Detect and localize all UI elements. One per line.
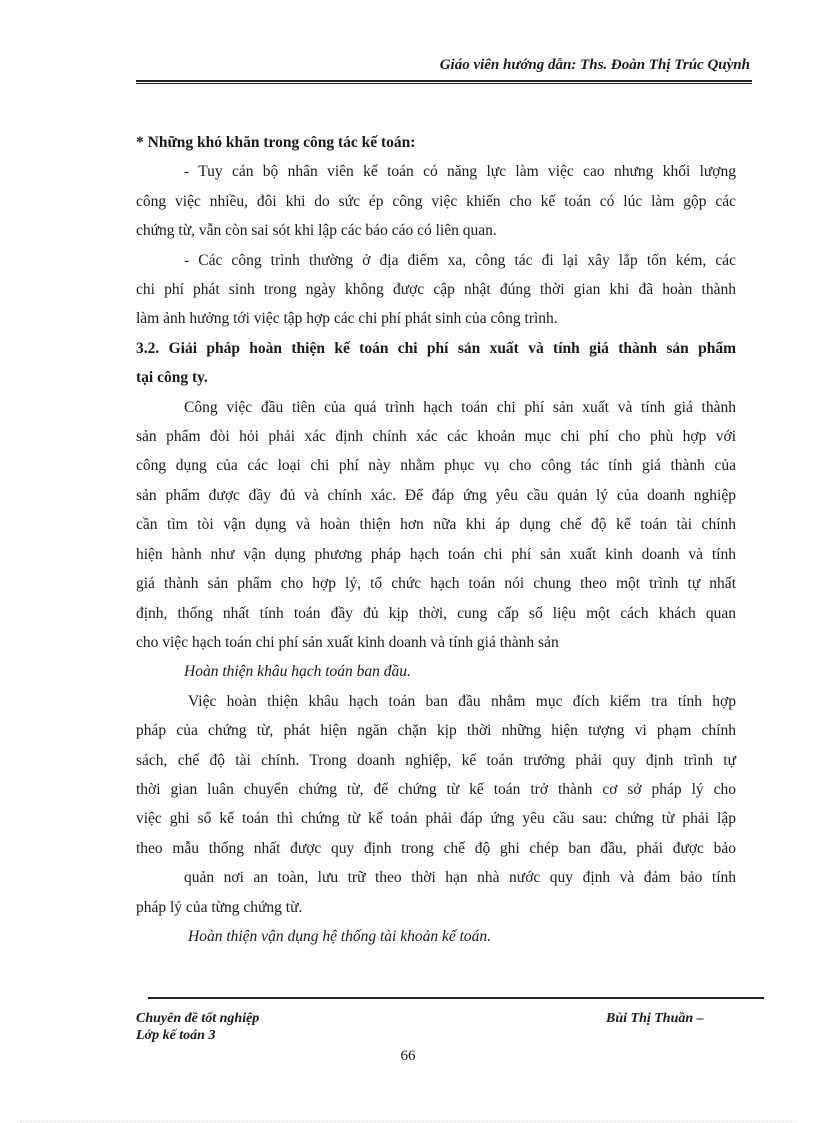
subheading-initial-accounting: Hoàn thiện khâu hạch toán ban đầu. (184, 663, 411, 681)
paragraph-line: - Các công trình thường ở địa điểm xa, công tác đi lại xây lắp tốn kém, các (184, 251, 736, 269)
paragraph-line: chứng từ, vẫn còn sai sót khi lập các báo cáo có liên quan. (136, 222, 497, 240)
section-heading-cont: tại công ty. (136, 369, 208, 387)
paragraph-line: làm ảnh hưởng tới việc tập hợp các chi phí phát sinh của công trình. (136, 310, 558, 328)
paragraph-line: sản phẩm đòi hỏi phải xác định chính xác các khoản mục chi phí cho phù hợp với (136, 428, 736, 446)
paragraph-line: - Tuy cán bộ nhân viên kế toán có năng lực làm việc cao nhưng khối lượng (184, 163, 736, 181)
footer-class-label: Lớp kế toán 3 (136, 1028, 216, 1043)
page-number: 66 (400, 1048, 416, 1064)
heading-difficulties: * Những khó khăn trong công tác kế toán: (136, 134, 416, 151)
paragraph-line: việc ghi sổ kế toán thì chứng từ kế toán phải đáp ứng yêu cầu sau: chứng từ phải lập (136, 810, 736, 828)
paragraph-line: công dụng của các loại chi phí này nhằm phục vụ cho công tác tính giá thành của (136, 457, 736, 475)
paragraph-line: quản nơi an toàn, lưu trữ theo thời hạn nhà nước quy định và đảm bảo tính (184, 869, 736, 887)
paragraph-line: thời gian luân chuyển chứng từ, để chứng từ kế toán trở thành cơ sở pháp lý cho (136, 780, 736, 798)
paragraph-line: pháp lý của từng chứng từ. (136, 898, 303, 916)
paragraph-line: công việc nhiều, đôi khi do sức ép công việc khiến cho kế toán có lúc làm gộp các (136, 192, 736, 210)
paragraph-line: giá thành sản phẩm cho hợp lý, tổ chức hạch toán nói chung theo một trình tự nhất (136, 575, 736, 593)
paragraph-line: pháp của chứng từ, phát hiện ngăn chặn kịp thời những hiện tượng vi phạm chính (136, 722, 736, 740)
header-title: Giáo viên hướng dẫn: Ths. Đoàn Thị Trúc Quỳnh (439, 57, 750, 73)
paragraph-line: sản phẩm được đầy đủ và chính xác. Để đáp ứng yêu cầu quản lý của doanh nghiệp (136, 486, 736, 504)
paragraph-line: theo mẫu thống nhất được quy định trong chế độ ghi chép ban đầu, phải được bảo (136, 839, 736, 857)
footer-thesis-label: Chuyên đề tốt nghiệp (136, 1011, 260, 1026)
paragraph-line: chi phí phát sinh trong ngày không được cập nhật đúng thời gian khi đã hoàn thành (136, 281, 736, 299)
paragraph-line: định, thống nhất tính toán đầy đủ kịp thời, cung cấp số liệu một cách khách quan (136, 604, 736, 622)
paragraph-line: cần tìm tòi vận dụng và hoàn thiện hơn nữa khi áp dụng chế độ kế toán tài chính (136, 516, 736, 534)
footer-author: Bùi Thị Thuần – (606, 1011, 704, 1026)
header-rule (136, 80, 752, 82)
header-rule-thin (136, 83, 752, 84)
paragraph-line: cho việc hạch toán chi phí sản xuất kinh doanh và tính giá thành sản (136, 633, 559, 651)
document-body (136, 128, 736, 951)
section-heading: 3.2. Giải pháp hoàn thiện kế toán chi phí sản xuất và tính giá thành sản phẩm (136, 339, 736, 357)
paragraph-line: Công việc đầu tiên của quá trình hạch toán chi phí sản xuất và tính giá thành (184, 398, 736, 416)
subheading-account-system: Hoàn thiện vận dụng hệ thống tài khoản kế toán. (188, 927, 492, 945)
page-bottom-edge (20, 1121, 796, 1122)
paragraph-line: hiện hành như vận dụng phương pháp hạch toán chi phí sản xuất kinh doanh và tính (136, 545, 736, 563)
paragraph-line: Việc hoàn thiện khâu hạch toán ban đầu nhằm mục đích kiểm tra tính hợp (188, 692, 736, 710)
paragraph-line: sách, chế độ tài chính. Trong doanh nghiệp, kế toán trưởng phải quy định trình tự (136, 751, 736, 769)
footer-rule (148, 997, 764, 999)
